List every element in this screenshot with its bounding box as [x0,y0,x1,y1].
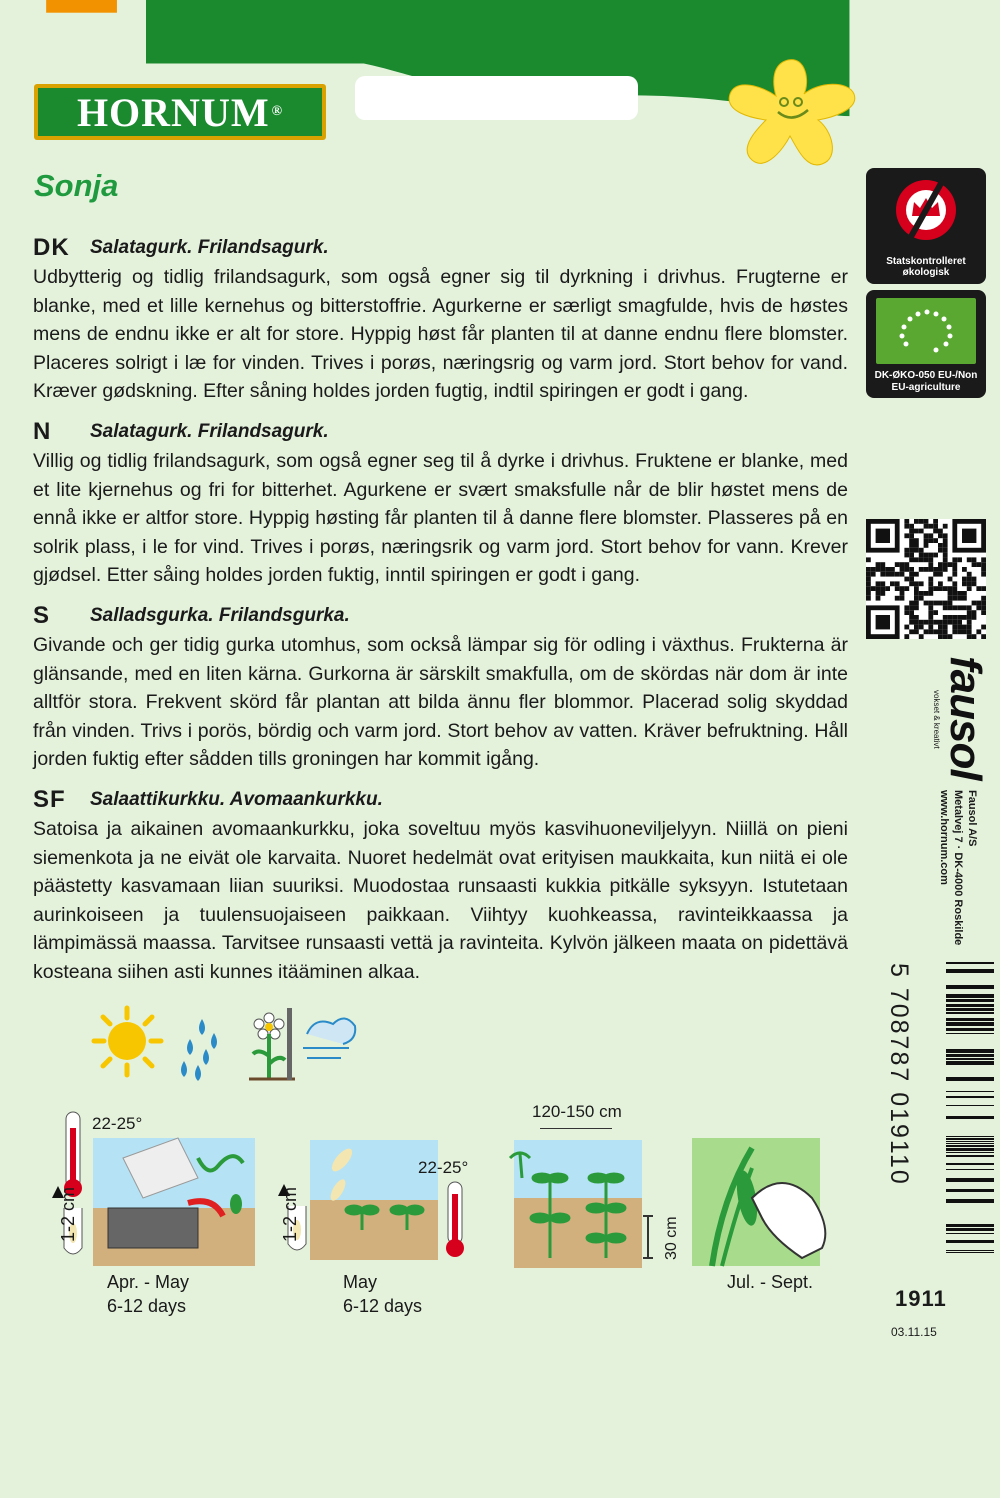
step2-temp: 22-25° [418,1158,469,1177]
qr-code[interactable] [866,519,986,639]
section-sf [33,786,853,986]
section-s [33,602,853,777]
badge-label: Statskontrolleret økologisk [886,256,966,278]
section-subtitle: Salladsgurka. Frilandsgurka. [90,605,350,626]
shelter-from-wind-icon [245,1004,360,1084]
label-box [355,76,638,120]
fausol-logo: fausol [941,656,990,780]
brand-name: HORNUM [76,89,270,135]
sun-icon [90,1004,165,1079]
flower-mascot-icon [718,52,863,177]
section-subtitle: Salatagurk. Frilandsagurk. [90,237,329,258]
print-date: 03.11.15 [891,1325,937,1339]
step1-days: 6-12 days [107,1296,187,1316]
step2-depth: 1-2 cm [280,1186,300,1242]
section-subtitle: Salaattikurkku. Avomaankurkku. [90,789,383,810]
section-text: Givande och ger tidig gurka utomhus, som också lämpar sig för odling i växthus. Frukterna är glänsande, med en liten kärna. Gurkorna är särskilt smakfulla, om de skördas när dom är inte alltför stora. Frekvent skörd får plantan att bilda ännu fler blommor. Placerad solig skyddad från vinden. Trivs i porös, bördig och varm jord. Stort behov av vatten. Kräver befruktning. Håll jorden fuktig efter sådden tills groningen har kommit igång. [33,634,848,770]
section-text: Villig og tidlig frilandsagurk, som også egner seg til å dyrke i drivhus. Fruktene er blanke, med et lite kjernehus og fri for bitterhet. Agurkene er svært smaksfulle når de blir høstet mens de ennå ikke er altfor store. Hyppig høsting får planten til å danne flere blomster. Plasseres på en solrik plass, i le for vind. Trives i porøs, næringsrik og varm jord. Stort behov for vann. Krever gjødsel. Etter såing holdes jorden fuktig, inntil spiringen er godt i gang. [33,450,848,586]
step3-height: 30 cm [663,1216,680,1260]
supplier-name: Fausol A/S [966,790,978,847]
step1-period: Apr. - May [107,1272,190,1292]
step2-days: 6-12 days [343,1296,423,1316]
section-n [33,418,853,593]
language-code: DK [33,234,70,261]
eu-leaf-icon [876,298,976,364]
badge-label: DK-ØKO-050 EU-/Non EU-agriculture [874,370,978,393]
barcode [914,962,994,1262]
step4-period: Jul. - Sept. [727,1272,814,1292]
step2-period: May [343,1272,378,1292]
fausol-tagline: vokset & kreativt [932,690,941,749]
dk-organic-badge [866,168,986,284]
language-code: N [33,418,52,445]
thermometer-icon [443,1180,467,1260]
supplier-address: Metalvej 7 · DK-4000 Roskilde [952,790,964,946]
eu-organic-badge [866,290,986,398]
section-text: Udbytterig og tidlig frilandsagurk, som også egner sig til dyrkning i drivhus. Frugterne er blanke, med et lille kernehus og bitterstoffrie. Agurkerne er særligt smagfulde, hvis de høstes mens de endnu ikke er alt for store. Hyppig høst får planten til at danne endnu flere blomster. Placeres solrigt i læ for vinden. Trives i porøs, næringsrig og varm jord. Stort behov for vand. Kræver gødskning. Efter såning holdes jorden fugtig, indtil spiringen er godt i gang. [33,266,848,402]
step1-temp: 22-25° [92,1114,143,1133]
variety-title: Sonja [34,168,119,203]
hornum-logo: HORNUM ® [34,84,326,140]
step-spacing [500,1128,680,1268]
article-number: 1911 [895,1286,947,1311]
step3-spacing: 120-150 cm [532,1102,622,1121]
section-dk [33,234,853,409]
language-code: S [33,602,51,629]
section-subtitle: Salatagurk. Frilandsagurk. [90,421,329,442]
step1-depth: 1-2 cm [58,1186,78,1242]
supplier-web[interactable]: www.hornum.com [938,790,950,885]
barcode-digits: 5 708787 019110 [885,963,913,1186]
step-harvest [692,1138,842,1268]
language-code: SF [33,786,66,813]
water-drops-icon [172,1015,232,1085]
section-text: Satoisa ja aikainen avomaankurkku, joka soveltuu myös kasvihuoneviljelyyn. Niillä on pieni siemenkota ja ne eivät ole karvaita. Nuoret hedelmät ovat erityisen maukkaita, kun niitä ei ole päästetty kasvamaan liian suuriksi. Muodostaa runsaasti kukkia pitkälle syksyyn. Istutetaan aurinkoiseen ja tuulensuojaiseen paikkaan. Viihtyy kuohkeassa, ravinteikkaassa ja lämpimässä maassa. Tarvitsee runsaasti vettä ja ravinteita. Kylvön jälkeen maata on pidettävä kosteana siihen asti kunnes itääminen alkaa. [33,818,848,983]
crown-icon [866,168,986,252]
